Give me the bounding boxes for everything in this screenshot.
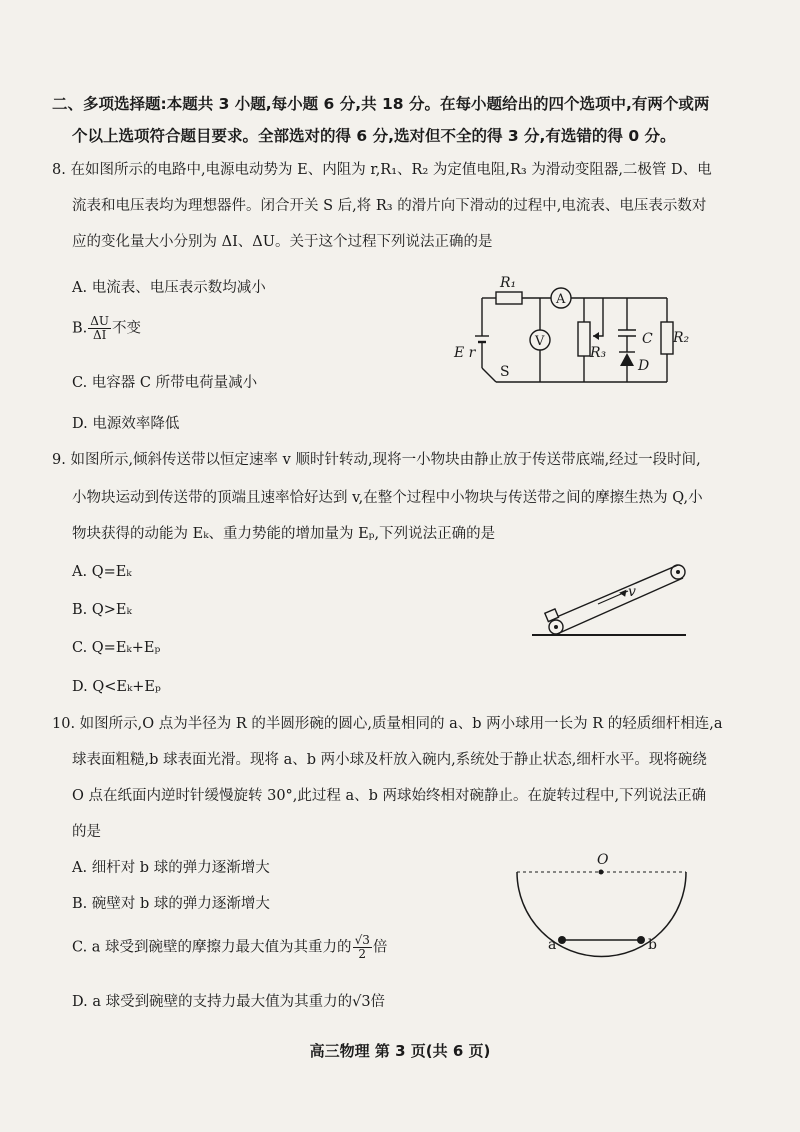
q8-option-b-denominator: ΔI: [92, 328, 107, 342]
ball-a: [558, 936, 566, 944]
q10-option-d: D. a 球受到碗壁的支持力最大值为其重力的√3倍: [72, 994, 386, 1010]
bowl-arc: [517, 872, 686, 957]
q9-option-c: C. Q=Eₖ+Eₚ: [72, 640, 161, 656]
q8-option-b-suffix: 不变: [112, 320, 142, 337]
q9-stem-line2: 小物块运动到传送带的顶端且速率恰好达到 v,在整个过程中小物块与传送带之间的摩擦生热为 Q,小: [72, 490, 703, 506]
label-emf: E r: [454, 345, 476, 361]
section-heading-line2: 个以上选项符合题目要求。全部选对的得 6 分,选对但不全的得 3 分,有选错的得 0 分。: [72, 127, 676, 145]
label-ball-b: b: [648, 937, 657, 953]
q8-option-b-numerator: ΔU: [90, 314, 110, 328]
section-heading-line1: 二、多项选择题:本题共 3 小题,每小题 6 分,共 18 分。在每小题给出的四个选项中,有两个或两: [52, 95, 710, 113]
q10-option-c-suffix: 倍: [372, 939, 388, 956]
q10-stem-line4: 的是: [72, 824, 101, 840]
q10-option-c-prefix: C. a 球受到碗壁的摩擦力最大值为其重力的: [72, 939, 352, 956]
label-r3: R₃: [590, 345, 607, 361]
label-diode: D: [638, 358, 650, 374]
page-footer: 高三物理 第 3 页(共 6 页): [309, 1042, 491, 1060]
q8-stem-line1: 8. 在如图所示的电路中,电源电动势为 E、内阻为 r,R₁、R₂ 为定值电阻,R₃ 为滑动变阻器,二极管 D、电: [52, 162, 712, 178]
q9-stem-line3: 物块获得的动能为 Eₖ、重力势能的增加量为 Eₚ,下列说法正确的是: [72, 526, 496, 542]
ball-b: [637, 936, 645, 944]
center-point: [599, 870, 604, 875]
q8-stem-line3: 应的变化量大小分别为 ΔI、ΔU。关于这个过程下列说法正确的是: [72, 234, 493, 250]
q10-option-c-denominator: 2: [358, 947, 367, 961]
label-switch: S: [500, 364, 510, 380]
q8-option-b-prefix: B.: [72, 320, 88, 337]
q8-option-a: A. 电流表、电压表示数均减小: [72, 280, 266, 296]
q9-option-a: A. Q=Eₖ: [72, 564, 132, 580]
q8-option-c: C. 电容器 C 所带电荷量减小: [72, 375, 258, 391]
q9-option-b: B. Q>Eₖ: [72, 602, 132, 618]
q10-option-b: B. 碗壁对 b 球的弹力逐渐增大: [72, 896, 270, 912]
label-ammeter: A: [556, 292, 566, 307]
label-r2: R₂: [673, 330, 690, 346]
q10-option-c-numerator: √3: [354, 933, 370, 947]
label-center: O: [597, 852, 609, 868]
q9-stem-line1: 9. 如图所示,倾斜传送带以恒定速率 v 顺时针转动,现将一小物块由静止放于传送带底端,经过一段时间,: [52, 452, 701, 468]
q8-stem-line2: 流表和电压表均为理想器件。闭合开关 S 后,将 R₃ 的滑片向下滑动的过程中,电流表、电压表示数对: [72, 198, 707, 214]
q10-option-a: A. 细杆对 b 球的弹力逐渐增大: [72, 860, 270, 876]
label-voltmeter: V: [535, 334, 545, 349]
q10-stem-line2: 球表面粗糙,b 球表面光滑。现将 a、b 两小球及杆放入碗内,系统处于静止状态,细杆水平。现将碗绕: [72, 752, 707, 768]
label-capacitor: C: [642, 331, 653, 347]
label-velocity: v: [628, 584, 636, 600]
label-r1: R₁: [500, 275, 517, 291]
label-ball-a: a: [548, 937, 557, 953]
q10-stem-line1: 10. 如图所示,O 点为半径为 R 的半圆形碗的圆心,质量相同的 a、b 两小球用一长为 R 的轻质细杆相连,a: [52, 716, 723, 732]
q8-option-d: D. 电源效率降低: [72, 416, 180, 432]
q10-stem-line3: O 点在纸面内逆时针缓慢旋转 30°,此过程 a、b 两球始终相对碗静止。在旋转过程中,下列说法正确: [72, 788, 707, 804]
q9-option-d: D. Q<Eₖ+Eₚ: [72, 679, 161, 695]
